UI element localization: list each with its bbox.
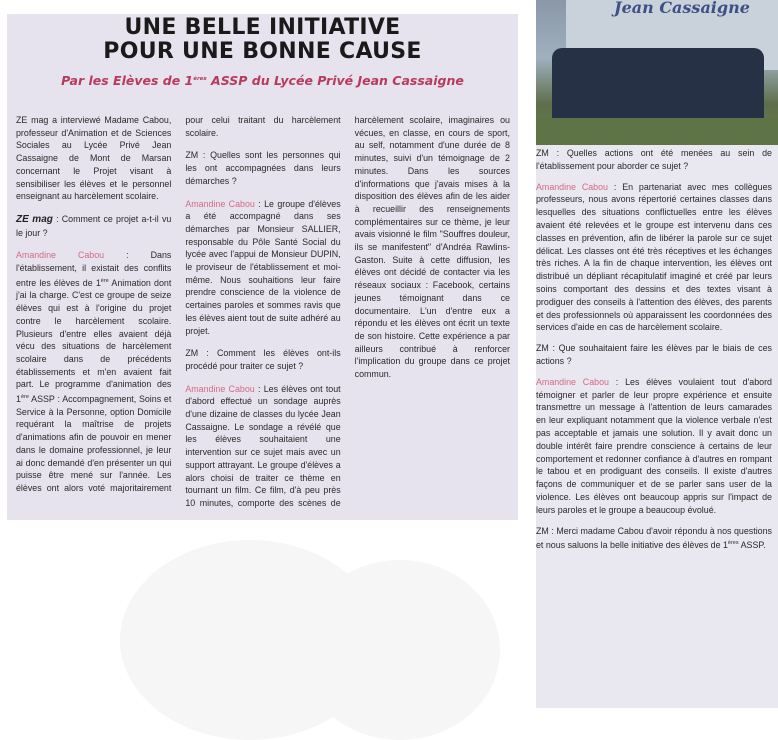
question-4: ZM : Quelles actions ont été menées au sein de l'établissement pour aborder ce sujet ? — [536, 148, 772, 171]
speaker-name: Amandine Cabou — [185, 198, 255, 209]
zemag-logo: ZE mag — [16, 213, 53, 225]
speaker-name: Amandine Cabou — [185, 383, 255, 394]
article-page-left — [7, 14, 518, 520]
background-shape — [300, 560, 500, 740]
photo-students-group — [552, 48, 764, 120]
article-body — [16, 114, 510, 516]
headline-line-1: UNE BELLE INITIATIVE — [124, 15, 401, 40]
speaker-name: Amandine Cabou — [16, 250, 105, 261]
answer-5: Amandine Cabou : Les élèves voulaient tout d'abord témoigner et parler de leur propre expérience et ensuite transmettre un message à l'attention de leurs camarades en leur expliquant notamment que la violence verbale n'est pas acceptable et jamais une solution. Il y avait donc un double intérêt faire prendre conscience à certains de leur comportement et redonner confiance à d'autres en rompant le tabou et en prodiguant des conseils. Il existe d'autres façons de communiquer et de se parler sans user de la violence. Les élèves ont beaucoup appris sur l'impact de leurs paroles et le groupe a beaucoup évolué. — [536, 376, 772, 515]
answer-3: Amandine Cabou : Les élèves ont tout d'abord effectué un sondage auprès d'une dizaine de classes du lycée Jean Cassaigne. Le sondage a révélé que les élèves souhaitaient une intervention sur ce sujet mais avec un support attrayant. Le groupe d'élèves a alors choisi de traiter ce thème en tournant un film. Ce film, d'à peu près 10 minutes, comporte des scènes de harcèlement scolaire, imaginaires ou vécues, en classe, en cours de sport, au self, notamment d'une durée de 8 minutes, suivi d'un témoignage de 2 minutes. Dans les sources d'informations que j'avais mises à la disposition des élèves afin de les aider à recueillir des renseignements complémentaires sur ce thème, je leur avais visionné le film "Souffres douleur, ils se manifestent" d'Andréa Rawlins-Gaston. Suite à cette diffusion, les élèves ont décidé de contacter via les réseaux sociaux : Facebook, certains jeunes témoignant dans ce documentaire. L'un d'entre eux a répondu et les élèves ont écrit un texte de son histoire. Cette expérience a par ailleurs contribué à renforcer l'implication du groupe dans ce projet commun. — [185, 115, 510, 508]
intro-paragraph: ZE mag a interviewé Madame Cabou, professeur d'Animation et de Sciences Sociales au Lycée Privé Jean Cassaigne de Mont de Marsan concernant le Projet visant à sensibiliser les élèves et le personnel enseignant au harcèlement scolaire. — [16, 115, 172, 202]
headline-line-2: POUR UNE BONNE CAUSE — [103, 39, 422, 64]
question-5: ZM : Que souhaitaient faire les élèves par le biais de ces actions ? — [536, 343, 772, 366]
article-headline — [7, 16, 518, 64]
article-page-right — [536, 0, 778, 708]
answer-2: Amandine Cabou : Le groupe d'élèves a été accompagné dans ses démarches par Monsieur SALLIER, responsable du Pôle Santé Social du lycée avec l'appui de Monsieur DUPIN, le proviseur de l'établissement et moi-même. Nous souhaitions leur faire prendre conscience de la violence de certaines paroles et sommes ravis que les élèves aient tout de suite adhéré au projet. — [185, 198, 341, 336]
answer-4: Amandine Cabou : En partenariat avec mes collègues professeurs, nous avons répertorié certaines classes dans lesquelles des situations conflictuelles entre les élèves avaient été relevées et le groupe est intervenu dans ces classes en prévention, afin de libérer la parole sur ce sujet délicat. Les classes ont été très réceptives et les échanges très riches. A la fin de chaque intervention, les élèves ont distribué un dépliant récapitulatif imaginé et créé par leurs soins comportant des dessins et des textes visant à prodiguer des conseils à l'attention des élèves, des parents et des professionnels où apparaissent les coordonnées des services d'aide en cas de harcèlement scolaire. — [536, 181, 772, 333]
article-byline: Par les Elèves de 1ères ASSP du Lycée Privé Jean Cassaigne — [61, 73, 464, 88]
speaker-name: Amandine Cabou — [536, 376, 609, 387]
article-body-right — [536, 147, 772, 560]
group-photo — [536, 0, 778, 145]
photo-lawn — [536, 118, 778, 145]
speaker-name: Amandine Cabou — [536, 181, 608, 192]
question-3: ZM : Comment les élèves ont-ils procédé pour traiter ce sujet ? — [185, 348, 341, 371]
answer-1: Amandine Cabou : Dans l'établissement, il existait des conflits entre les élèves de 1ère Animation dont j'ai la charge. C'est ce groupe de seize élèves qui est à l'origine du projet contre le harcèlement scolaire. Plusieurs d'entre elles avaient déjà vécu des situations de harcèlement scolaire dans de précédents établissements et m'en avaient fait part. Le programme d'animation des 1ère ASSP : Accompagnement, Soins et Service à la Personne, option Domicile requérant la maîtrise de projets d'animations afin de pouvoir en mener dans le domaine professionnel, je leur ai donc demandé d'en présenter un qui puisse être mené sur l'année. Les élèves ont alors voté majoritairement pour celui traitant du harcèlement scolaire. — [16, 115, 341, 493]
question-2: ZM : Quelles sont les personnes qui les ont accompagnées dans leurs démarches ? — [185, 150, 341, 186]
photo-sign: Jean Cassaigne — [614, 0, 750, 17]
closing-paragraph: ZM : Merci madame Cabou d'avoir répondu à nos questions et nous saluons la belle initiative des élèves de 1ères ASSP. — [536, 525, 772, 551]
question-1: ZE mag : Comment ce projet a-t-il vu le jour ? — [16, 213, 172, 238]
